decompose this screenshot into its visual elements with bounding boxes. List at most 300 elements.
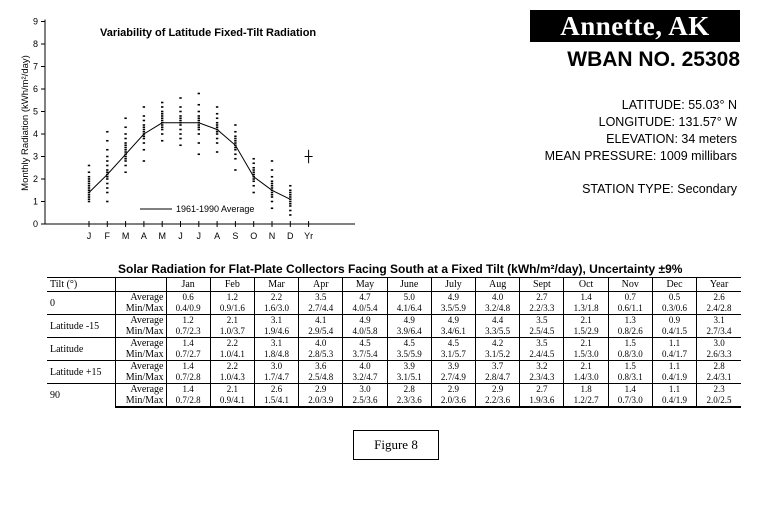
minmax-cell: 3.2/4.8 (476, 303, 520, 315)
average-cell: 2.1 (564, 315, 608, 327)
scatter-point (234, 149, 236, 151)
x-tick-label: J (196, 231, 202, 241)
scatter-point (124, 165, 126, 167)
scatter-point (106, 176, 108, 178)
table-row-minmax (47, 372, 741, 384)
scatter-point (271, 185, 273, 187)
average-cell: 2.7 (520, 384, 564, 396)
minmax-cell: 2.0/3.9 (299, 395, 343, 407)
y-tick-label: 4 (32, 129, 38, 139)
average-cell: 3.9 (431, 361, 475, 373)
minmax-cell: 3.5/5.9 (431, 303, 475, 315)
scatter-point (216, 106, 218, 108)
y-tick-label: 0 (32, 219, 38, 229)
minmax-cell: 0.9/4.1 (210, 395, 254, 407)
scatter-point (289, 210, 291, 212)
average-cell: 2.6 (697, 292, 741, 304)
minmax-cell: 1.0/4.3 (210, 372, 254, 384)
longitude-info: LONGITUDE: 131.57° W (598, 115, 737, 129)
scatter-point (161, 115, 163, 117)
average-cell: 2.9 (476, 384, 520, 396)
minmax-cell: 2.5/4.5 (520, 326, 564, 338)
scatter-point (216, 142, 218, 144)
average-cell: 2.7 (520, 292, 564, 304)
scatter-point (88, 201, 90, 203)
minmax-cell: 0.4/1.7 (652, 349, 696, 361)
chart-title: Variability of Latitude Fixed-Tilt Radiation (100, 27, 317, 39)
scatter-point (216, 138, 218, 140)
month-header: Year (697, 278, 741, 292)
scatter-point (216, 124, 218, 126)
x-tick-label: Yr (304, 231, 314, 241)
scatter-point (253, 180, 255, 182)
scatter-point (143, 106, 145, 108)
minmax-cell: 4.1/6.4 (387, 303, 431, 315)
scatter-point (143, 124, 145, 126)
tilt-label: 0 (47, 292, 115, 315)
minmax-cell: 2.8/5.3 (299, 349, 343, 361)
minmax-label: Min/Max (125, 349, 164, 360)
table-row-average (47, 315, 741, 327)
table-row-minmax (47, 395, 741, 407)
minmax-cell: 0.8/2.6 (608, 326, 652, 338)
chart-legend (140, 204, 254, 214)
scatter-point (271, 180, 273, 182)
scatter-point (253, 167, 255, 169)
average-cell: 2.2 (210, 338, 254, 350)
minmax-cell: 1.9/3.6 (520, 395, 564, 407)
scatter-point (234, 142, 236, 144)
scatter-point (88, 194, 90, 196)
scatter-point (253, 158, 255, 160)
month-header: July (431, 278, 475, 292)
average-cell: 2.1 (564, 338, 608, 350)
scatter-point (161, 111, 163, 113)
average-cell: 3.7 (476, 361, 520, 373)
figure-label: Figure 8 (353, 430, 439, 460)
scatter-point (143, 138, 145, 140)
table-row-minmax (47, 326, 741, 338)
label-header (115, 278, 166, 292)
minmax-cell: 1.3/1.8 (564, 303, 608, 315)
average-label: Average (115, 338, 166, 350)
tilt-label: Latitude -15 (47, 315, 115, 338)
minmax-cell: 0.8/3.0 (608, 349, 652, 361)
station-name: Annette, AK (530, 10, 740, 42)
scatter-point (253, 169, 255, 171)
scatter-point (289, 194, 291, 196)
scatter-point (271, 207, 273, 209)
average-cell: 4.0 (299, 338, 343, 350)
scatter-point (271, 194, 273, 196)
scatter-point (198, 133, 200, 135)
scatter-point (161, 113, 163, 115)
scatter-point (88, 180, 90, 182)
minmax-cell: 2.7/3.4 (697, 326, 741, 338)
scatter-point (234, 131, 236, 133)
scatter-point (198, 129, 200, 131)
average-label: Average (115, 361, 166, 373)
minmax-cell: 1.5/3.0 (564, 349, 608, 361)
minmax-cell: 0.4/1.9 (652, 372, 696, 384)
minmax-label: Min/Max (115, 395, 166, 407)
table-row-average (47, 292, 741, 304)
scatter-point (253, 178, 255, 180)
month-header: Mar (254, 278, 298, 292)
scatter-point (143, 160, 145, 162)
average-cell: 3.0 (254, 361, 298, 373)
scatter-point (198, 117, 200, 119)
scatter-point (143, 149, 145, 151)
scatter-point (161, 120, 163, 122)
minmax-cell: 2.0/3.6 (431, 395, 475, 407)
scatter-point (179, 138, 181, 140)
average-cell: 4.4 (476, 315, 520, 327)
y-tick-label: 7 (32, 61, 38, 72)
scatter-point (88, 196, 90, 198)
minmax-cell: 2.0/2.5 (697, 395, 741, 407)
average-cell: 3.5 (520, 315, 564, 327)
table-row-average (47, 338, 741, 350)
average-label: Average (115, 384, 166, 396)
scatter-point (143, 142, 145, 144)
scatter-point (198, 126, 200, 128)
scatter-point (124, 160, 126, 162)
scatter-point (161, 124, 163, 126)
minmax-cell: 2.4/4.5 (520, 349, 564, 361)
minmax-label: Min/Max (125, 372, 164, 383)
scatter-point (179, 111, 181, 113)
average-line-group (89, 123, 290, 200)
average-cell: 3.1 (697, 315, 741, 327)
scatter-point (289, 201, 291, 203)
minmax-cell: 3.5/5.9 (387, 349, 431, 361)
average-cell: 1.3 (608, 315, 652, 327)
scatter-point (216, 131, 218, 133)
tilt-header: Tilt (°) (47, 278, 115, 292)
minmax-cell: 3.3/5.5 (476, 326, 520, 338)
average-label: Average (115, 292, 166, 304)
month-header: June (387, 278, 431, 292)
scatter-point (124, 158, 126, 160)
scatter-point (234, 138, 236, 140)
scatter-point (234, 158, 236, 160)
scatter-point (88, 189, 90, 191)
scatter-point (289, 196, 291, 198)
average-cell: 0.7 (608, 292, 652, 304)
scatter-point (143, 120, 145, 122)
average-cell: 2.2 (210, 361, 254, 373)
minmax-label: Min/Max (125, 303, 164, 314)
average-cell: 3.6 (299, 361, 343, 373)
scatter-point (106, 178, 108, 180)
average-cell: 3.9 (387, 361, 431, 373)
scatter-point (124, 138, 126, 140)
scatter-point (124, 151, 126, 153)
average-cell: 4.0 (343, 361, 387, 373)
scatter-point (234, 169, 236, 171)
scatter-point (216, 126, 218, 128)
y-tick-label: 2 (32, 174, 38, 184)
minmax-cell: 1.5/2.9 (564, 326, 608, 338)
minmax-cell: 0.4/1.5 (652, 326, 696, 338)
scatter-point (234, 153, 236, 155)
average-cell: 4.9 (387, 315, 431, 327)
average-cell: 4.2 (476, 338, 520, 350)
average-cell: 0.9 (652, 315, 696, 327)
table-row-average (47, 361, 741, 373)
scatter-point (124, 149, 126, 151)
minmax-cell: 3.1/5.1 (387, 372, 431, 384)
scatter-point (234, 135, 236, 137)
average-cell: 2.9 (431, 384, 475, 396)
scatter-point (161, 133, 163, 135)
pressure-info: MEAN PRESSURE: 1009 millibars (544, 149, 737, 163)
month-header: Feb (210, 278, 254, 292)
scatter-point (271, 169, 273, 171)
average-cell: 2.8 (387, 384, 431, 396)
scatter-point (216, 133, 218, 135)
average-line (89, 123, 290, 200)
scatter-point (143, 115, 145, 117)
average-cell: 1.4 (564, 292, 608, 304)
minmax-cell: 2.5/4.8 (299, 372, 343, 384)
average-cell: 2.1 (210, 315, 254, 327)
scatter-point (88, 165, 90, 167)
minmax-cell: 0.4/0.9 (166, 303, 210, 315)
minmax-cell: 3.2/4.7 (343, 372, 387, 384)
minmax-cell: 1.5/4.1 (254, 395, 298, 407)
scatter-point (143, 126, 145, 128)
scatter-point (161, 129, 163, 131)
y-tick-label: 6 (32, 84, 38, 94)
minmax-cell: 2.7/4.9 (431, 372, 475, 384)
scatter-point (234, 140, 236, 142)
minmax-cell: 2.8/4.7 (476, 372, 520, 384)
average-cell: 3.5 (299, 292, 343, 304)
scatter-point (198, 153, 200, 155)
scatter-point (106, 192, 108, 194)
scatter-point (253, 185, 255, 187)
average-cell: 2.1 (210, 384, 254, 396)
scatter-point (289, 192, 291, 194)
scatter-point (106, 140, 108, 142)
table-header-row (47, 278, 741, 292)
scatter-point (88, 176, 90, 178)
average-cell: 3.2 (520, 361, 564, 373)
scatter-point (124, 142, 126, 144)
average-cell: 1.4 (608, 384, 652, 396)
scatter-point (106, 183, 108, 185)
average-cell: 1.2 (166, 315, 210, 327)
average-cell: 4.9 (431, 292, 475, 304)
minmax-cell: 1.9/4.6 (254, 326, 298, 338)
scatter-point (88, 198, 90, 200)
scatter-point (161, 140, 163, 142)
scatter-point (216, 122, 218, 124)
x-tick-label: S (232, 231, 239, 241)
scatter-point (161, 126, 163, 128)
scatter-point (124, 147, 126, 149)
scatter-point (198, 120, 200, 122)
tilt-label: Latitude (47, 338, 115, 361)
month-header: Sept (520, 278, 564, 292)
minmax-cell: 2.5/3.6 (343, 395, 387, 407)
scatter-point (271, 176, 273, 178)
minmax-cell: 2.4/2.8 (697, 303, 741, 315)
average-cell: 1.4 (166, 361, 210, 373)
scatter-point (179, 115, 181, 117)
scatter-point (198, 124, 200, 126)
scatter-point (88, 187, 90, 189)
minmax-cell: 0.6/1.1 (608, 303, 652, 315)
wban-number: WBAN NO. 25308 (567, 48, 740, 71)
minmax-cell: 1.0/4.1 (210, 349, 254, 361)
minmax-cell: 0.8/3.1 (608, 372, 652, 384)
average-cell: 4.5 (431, 338, 475, 350)
minmax-cell: 0.7/2.7 (166, 349, 210, 361)
scatter-point (106, 165, 108, 167)
average-cell: 1.8 (564, 384, 608, 396)
scatter-point (253, 171, 255, 173)
scatter-point (198, 142, 200, 144)
scatter-point (271, 196, 273, 198)
minmax-cell: 1.6/3.0 (254, 303, 298, 315)
y-tick-label: 3 (32, 151, 38, 162)
scatter-point (289, 214, 291, 216)
average-cell: 3.1 (254, 338, 298, 350)
month-header: Dec (652, 278, 696, 292)
average-cell: 3.1 (254, 315, 298, 327)
average-cell: 0.6 (166, 292, 210, 304)
scatter-point (161, 117, 163, 119)
average-cell: 2.2 (254, 292, 298, 304)
average-cell: 5.0 (387, 292, 431, 304)
average-cell: 3.0 (343, 384, 387, 396)
average-cell: 2.3 (697, 384, 741, 396)
scatter-point (143, 129, 145, 131)
average-cell: 2.6 (254, 384, 298, 396)
scatter-point (106, 201, 108, 203)
y-tick-label: 5 (32, 106, 38, 117)
scatter-point (198, 104, 200, 106)
scatter-point (198, 111, 200, 113)
table-row-average (47, 384, 741, 396)
minmax-cell: 2.9/5.4 (299, 326, 343, 338)
month-header: Apr (299, 278, 343, 292)
minmax-cell: 0.4/1.9 (652, 395, 696, 407)
minmax-cell: 3.4/6.1 (431, 326, 475, 338)
x-tick-label: A (214, 231, 221, 241)
minmax-cell: 0.7/3.0 (608, 395, 652, 407)
average-cell: 3.0 (697, 338, 741, 350)
average-cell: 1.1 (652, 384, 696, 396)
average-cell: 0.5 (652, 292, 696, 304)
x-tick-label: M (121, 231, 130, 241)
minmax-cell: 1.0/3.7 (210, 326, 254, 338)
scatter-point (271, 187, 273, 189)
average-cell: 4.0 (476, 292, 520, 304)
scatter-point (271, 160, 273, 162)
scatter-point (271, 201, 273, 203)
scatter-point (106, 149, 108, 151)
scatter-point (106, 171, 108, 173)
scatter-point (106, 131, 108, 133)
x-tick-label: N (268, 231, 276, 241)
tilt-label: Latitude +15 (47, 361, 115, 384)
minmax-cell: 2.3/3.6 (387, 395, 431, 407)
scatter-point (271, 183, 273, 185)
scatter-point (253, 192, 255, 194)
scatter-point (124, 126, 126, 128)
radiation-chart (0, 0, 400, 250)
station-type-info: STATION TYPE: Secondary (582, 182, 737, 196)
average-cell: 2.9 (299, 384, 343, 396)
scatter-point (88, 185, 90, 187)
scatter-point (216, 151, 218, 153)
month-header: Oct (564, 278, 608, 292)
average-cell: 1.1 (652, 338, 696, 350)
average-cell: 4.5 (387, 338, 431, 350)
minmax-cell: 2.4/3.1 (697, 372, 741, 384)
scatter-point (179, 117, 181, 119)
minmax-cell: 3.1/5.2 (476, 349, 520, 361)
scatter-point (289, 205, 291, 207)
scatter-point (161, 106, 163, 108)
scatter-point (253, 162, 255, 164)
scatter-point (124, 133, 126, 135)
scatter-point (179, 106, 181, 108)
scatter-point (88, 171, 90, 173)
x-tick-label: O (250, 231, 258, 241)
scatter-point (106, 187, 108, 189)
x-tick-label: A (140, 231, 147, 241)
scatter-point (179, 133, 181, 135)
minmax-cell: 3.1/5.7 (431, 349, 475, 361)
minmax-cell: 2.7/4.4 (299, 303, 343, 315)
scatter-point (198, 115, 200, 117)
scatter-point (179, 97, 181, 99)
legend-label: 1961-1990 Average (176, 204, 255, 214)
scatter-point (216, 113, 218, 115)
average-cell: 1.5 (608, 338, 652, 350)
tilt-label: 90 (47, 384, 115, 408)
scatter-point (161, 102, 163, 104)
scatter-point (289, 203, 291, 205)
minmax-cell: 1.8/4.8 (254, 349, 298, 361)
x-tick-label: F (104, 231, 111, 241)
table-row-minmax (47, 349, 741, 361)
minmax-cell: 4.0/5.4 (343, 303, 387, 315)
average-cell: 4.9 (431, 315, 475, 327)
scatter-point (143, 131, 145, 133)
scatter-point (124, 144, 126, 146)
minmax-cell: 0.3/0.6 (652, 303, 696, 315)
scatter-point (179, 129, 181, 131)
scatter-point (198, 93, 200, 95)
radiation-table (47, 277, 741, 408)
average-cell: 4.5 (343, 338, 387, 350)
month-header: Jan (166, 278, 210, 292)
minmax-cell: 2.6/3.3 (697, 349, 741, 361)
scatter-point (234, 124, 236, 126)
minmax-cell: 1.4/3.0 (564, 372, 608, 384)
minmax-cell: 4.0/5.8 (343, 326, 387, 338)
minmax-cell: 0.7/2.8 (166, 395, 210, 407)
minmax-cell: 2.2/3.3 (520, 303, 564, 315)
scatter-point (124, 117, 126, 119)
average-cell: 4.9 (343, 315, 387, 327)
